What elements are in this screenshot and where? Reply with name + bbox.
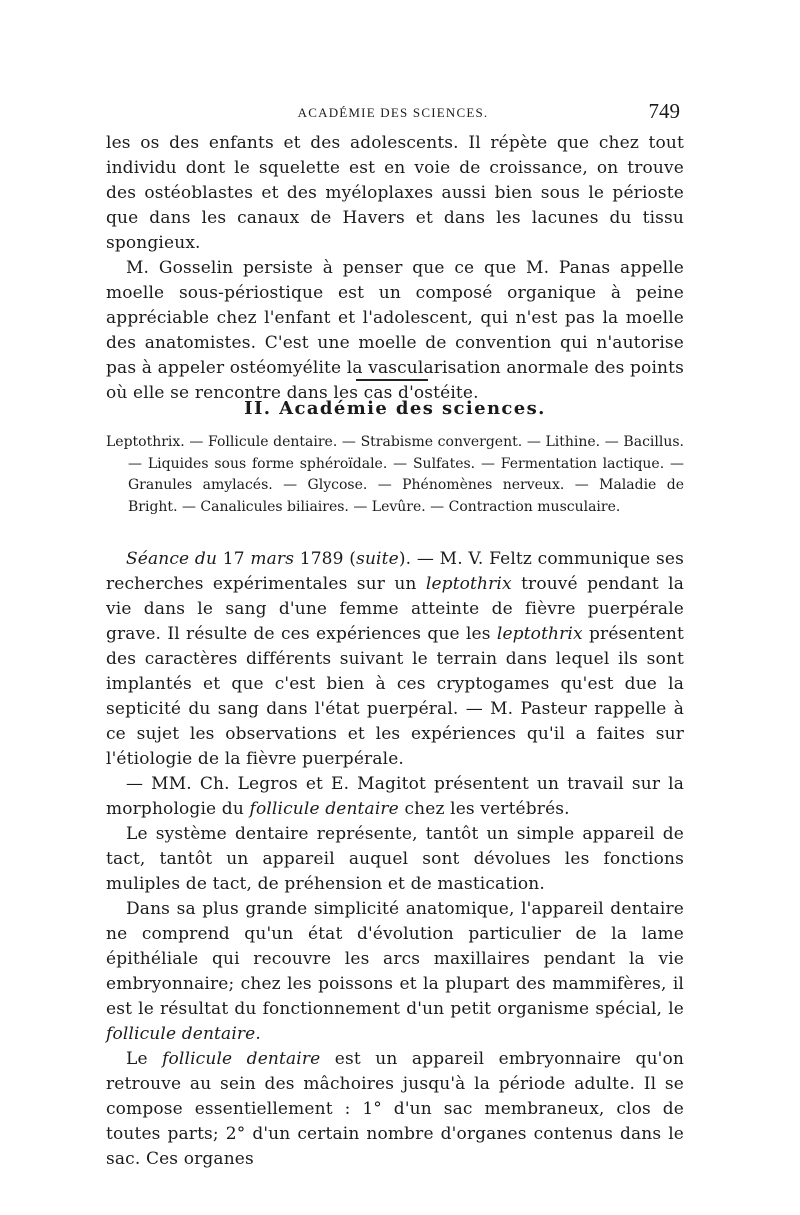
section-summary: Leptothrix. — Follicule dentaire. — Strabisme convergent. — Lithine. — Bacillus. — Liquides sous forme sphéroïdale. — Sulfates. — Fermentation lactique. — Granules amylacés. — Glycose. — Phénomènes nerveux. — Maladie de Bright. — Canalicules biliaires. — Levûre. — Contraction musculaire. [106,434,684,515]
paragraph-legros-magitot [106,772,684,822]
main-text-block [106,547,684,1172]
top-text-block [106,131,684,406]
follicule-text-a: Le [126,1049,148,1069]
paragraph-simplicite [106,897,684,1047]
section-divider [356,379,428,381]
term-follicule-dentaire-3: follicule dentaire [162,1049,321,1069]
seance-year: 1789 [299,549,344,569]
section-heading: II. Académie des sciences. [244,398,546,419]
feltz-text-b: trouvé pendant la vie dans le sang d'une femme atteinte de fièvre puerpérale grave. Il résulte de ces expériences que les [106,574,684,644]
paragraph-gosselin: M. Gosselin persiste à penser que ce que M. Panas appelle moelle sous-périostique est un composé organique à peine appréciable chez l'enfant et l'adolescent, qui n'est pas la moelle des anatomistes. C'est une moelle de convention qui n'autorise pas à appeler ostéomyélite la vascularisation anormale des points où elle se rencontre dans les cas d'ostéite. [106,258,684,403]
term-leptothrix-2: leptothrix [496,624,583,644]
simplicite-text: Dans sa plus grande simplicité anatomique, l'appareil dentaire ne comprend qu'un état d'évolution particulier de la lame épithéliale qui recouvre les arcs maxillaires pendant la vie embryonnaire; chez les poissons et la plupart des mammifères, il est le résultat du fonctionnement d'un petit organisme spécial, le [106,899,684,1019]
paragraph-feltz: Séance du 17 mars 1789 (suite). — M. V. Feltz communique ses recherches expérimentales sur un leptothrix trouvé pendant la vie dans le sang d'une femme atteinte de fièvre puerpérale grave. Il résulte de ces expériences que les leptothrix présentent des caractères différents suivant le terrain dans lequel ils sont implantés et que c'est bien à ces cryptogames qu'est due la septicité du sang dans l'état puerpéral. — M. Pasteur rappelle à ce sujet les observations et les expériences qu'il a faites sur l'étiologie de la fièvre puerpérale. [106,549,685,769]
feltz-text-c: présentent des caractères différents suivant le terrain dans lequel ils sont implantés et que c'est bien à ces cryptogames qu'est due la septicité du sang dans l'état puerpéral. — M. Pasteur rappelle à ce sujet les observations et les expériences qu'il a faites sur l'étiologie de la fièvre puerpérale. [106,624,684,769]
page-number: 749 [648,99,680,123]
legros-text-a: — MM. Ch. Legros et E. Magitot présentent un travail sur la morphologie du [106,774,684,819]
seance-label: Séance du [126,549,218,569]
seance-month: mars [250,549,295,569]
seance-day: 17 [222,549,245,569]
legros-text-b: chez les vertébrés. [404,799,570,819]
running-title: ACADÉMIE DES SCIENCES. [297,105,489,120]
term-follicule-dentaire-2: follicule dentaire. [106,1024,261,1044]
paragraph-systeme-dentaire: Le système dentaire représente, tantôt un simple appareil de tact, tantôt un appareil auquel sont dévolues les fonctions muliples de tact, de préhension et de mastication. [106,824,684,894]
term-follicule-dentaire: follicule dentaire [249,799,399,819]
seance-suite: suite [356,549,399,569]
paragraph-follicule [106,1047,684,1172]
follicule-text-b: est un appareil embryonnaire qu'on retrouve au sein des mâchoires jusqu'à la période adulte. Il se compose essentiellement : 1° d'un sac membraneux, clos de toutes parts; 2° d'un certain nombre d'organes contenus dans le sac. Ces organes [106,1049,684,1169]
running-header [106,99,680,127]
paragraph-continuation: les os des enfants et des adolescents. Il répète que chez tout individu dont le squelette est en voie de croissance, on trouve des ostéoblastes et des myéloplaxes aussi bien sous le périoste que dans les canaux de Havers et dans les lacunes du tissu spongieux. [106,133,684,253]
term-leptothrix: leptothrix [425,574,512,594]
feltz-text-a: — M. V. Feltz communique ses recherches expérimentales sur un [106,549,685,594]
